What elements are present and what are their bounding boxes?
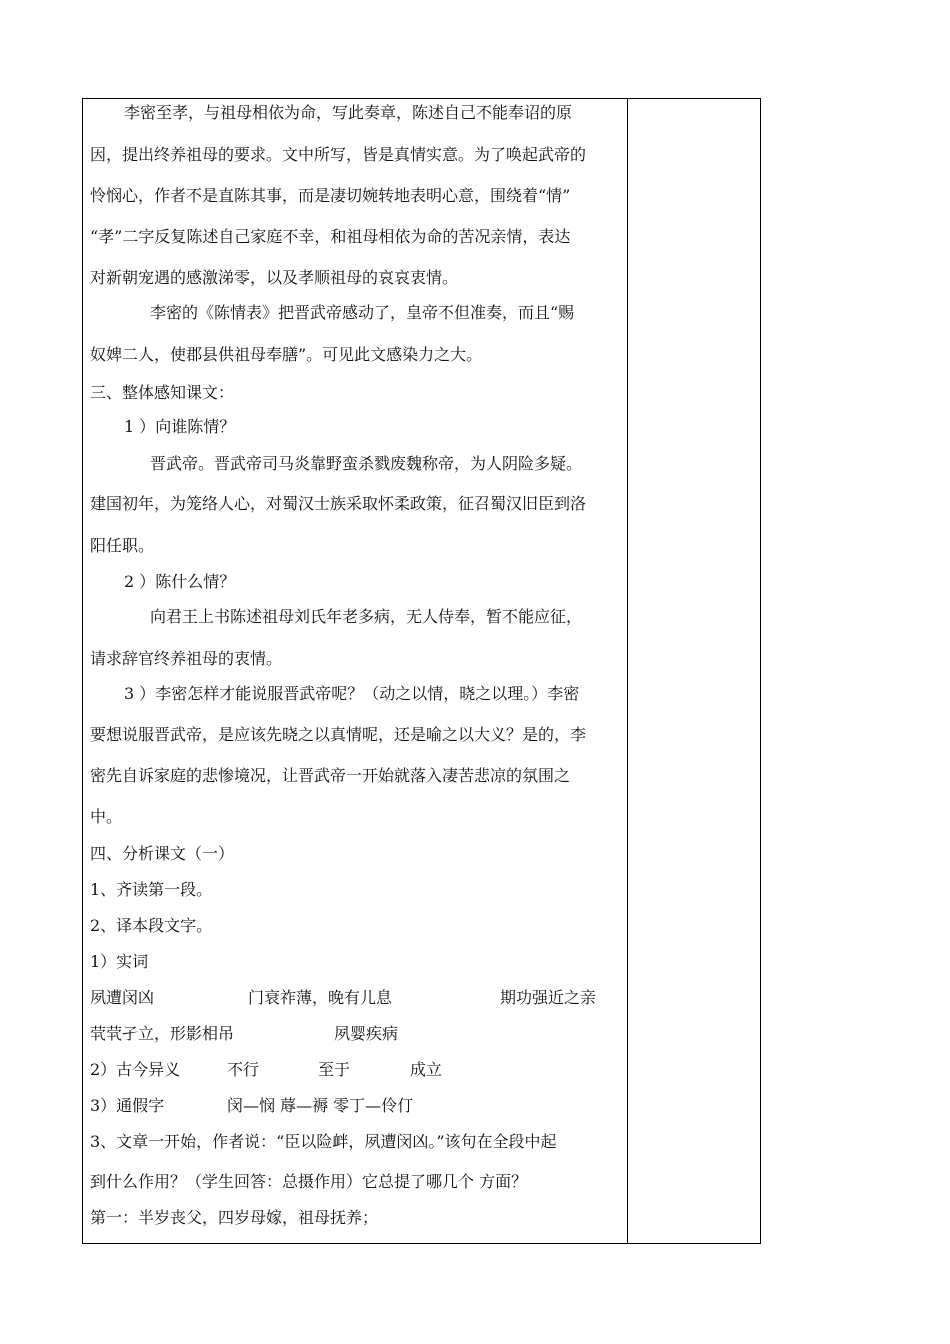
vocab-item: 成立 bbox=[410, 1060, 443, 1079]
text-line: 2、译本段文字。 bbox=[90, 916, 213, 935]
section-heading: 三、整体感知课文： bbox=[90, 383, 235, 402]
text-line: 要想说服晋武帝，是应该先晓之以真情呢，还是喻之以大义？是的，李 bbox=[90, 725, 587, 744]
vocab-item: 门衰祚薄，晚有儿息 bbox=[248, 988, 393, 1007]
text-line: 建国初年，为笼络人心，对蜀汉士族采取怀柔政策，征召蜀汉旧臣到洛 bbox=[90, 494, 587, 513]
vocab-item: 夙遭闵凶 bbox=[90, 988, 155, 1007]
text-line: 李密的《陈情表》把晋武帝感动了，皇帝不但准奏，而且“赐 bbox=[150, 303, 575, 322]
text-line: 奴婢二人，使郡县供祖母奉膳”。可见此文感染力之大。 bbox=[90, 345, 483, 364]
text-line: 怜悯心，作者不是直陈其事，而是凄切婉转地表明心意，围绕着“情” bbox=[90, 186, 571, 205]
text-line: 第一：半岁丧父，四岁母嫁，祖母抚养； bbox=[90, 1208, 379, 1227]
column-divider bbox=[627, 99, 628, 1243]
text-line: 晋武帝。晋武帝司马炎靠野蛮杀戮废魏称帝，为人阴险多疑。 bbox=[150, 454, 583, 473]
vocab-item: 不行 bbox=[227, 1060, 260, 1079]
text-line: 因，提出终养祖母的要求。文中所写，皆是真情实意。为了唤起武帝的 bbox=[90, 145, 587, 164]
text-line: 3、文章一开始，作者说：“臣以险衅，夙遭闵凶。”该句在全段中起 bbox=[90, 1132, 557, 1151]
text-line: 密先自诉家庭的悲惨境况，让晋武帝一开始就落入凄苦悲凉的氛围之 bbox=[90, 766, 571, 785]
text-line: 请求辞官终养祖母的衷情。 bbox=[90, 649, 283, 668]
text-line: “孝”二字反复陈述自己家庭不幸，和祖母相依为命的苦况亲情，表达 bbox=[90, 227, 571, 246]
text-line: 李密至孝，与祖母相依为命，写此奏章，陈述自己不能奉诏的原 bbox=[124, 103, 573, 122]
section-heading: 四、分析课文（一） bbox=[90, 844, 235, 863]
text-line: 1 ）向谁陈情？ bbox=[124, 417, 236, 436]
text-line: 向君王上书陈述祖母刘氏年老多病，无人侍奉，暂不能应征， bbox=[150, 607, 583, 626]
text-line: 3）通假字 bbox=[90, 1096, 165, 1115]
text-line: 1、齐读第一段。 bbox=[90, 880, 213, 899]
text-line: 3 ）李密怎样才能说服晋武帝呢？（动之以情，晓之以理。）李密 bbox=[124, 684, 580, 703]
text-line: 到什么作用？（学生回答：总摄作用）它总提了哪几个 方面？ bbox=[90, 1172, 528, 1191]
vocab-item: 期功强近之亲 bbox=[500, 988, 597, 1007]
vocab-item: 闵—悯 蓐—褥 零丁—伶仃 bbox=[227, 1096, 414, 1115]
vocab-item: 至于 bbox=[318, 1060, 351, 1079]
text-line: 阳任职。 bbox=[90, 536, 155, 555]
vocab-item: 夙婴疾病 bbox=[334, 1024, 399, 1043]
text-line: 中。 bbox=[90, 807, 123, 826]
text-line: 1）实词 bbox=[90, 952, 149, 971]
vocab-item: 茕茕孑立，形影相吊 bbox=[90, 1024, 235, 1043]
text-line: 2）古今异义 bbox=[90, 1060, 181, 1079]
text-line: 对新朝宠遇的感激涕零，以及孝顺祖母的哀哀衷情。 bbox=[90, 268, 459, 287]
text-line: 2 ）陈什么情？ bbox=[124, 572, 236, 591]
